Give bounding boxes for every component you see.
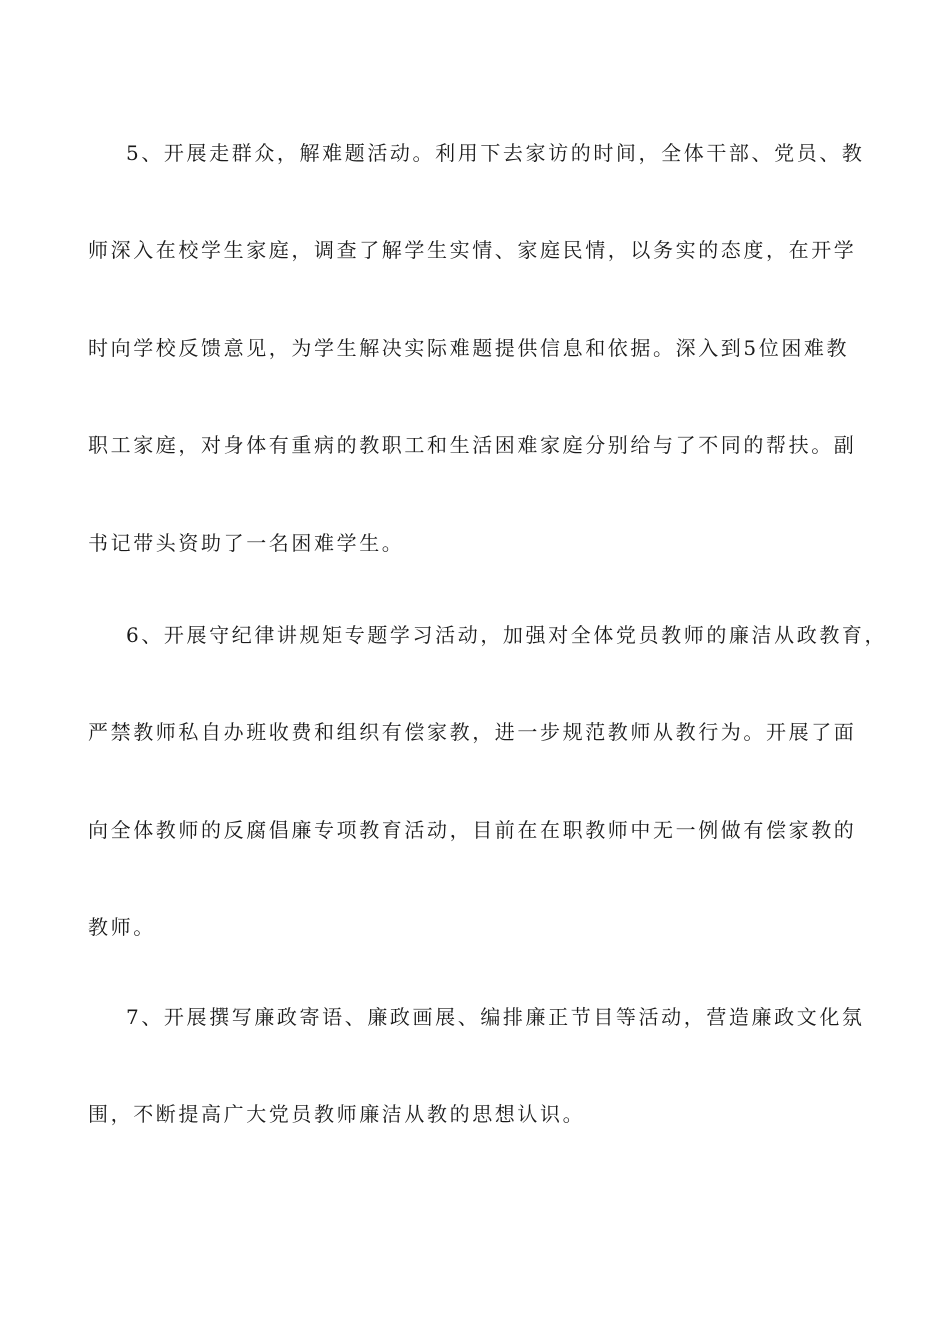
paragraph-5-line-3: 时向学校反馈意见，为学生解决实际难题提供信息和依据。深入到5位困难教 (88, 336, 850, 360)
paragraph-5-line-2: 师深入在校学生家庭，调查了解学生实情、家庭民情，以务实的态度，在开学 (88, 238, 857, 262)
paragraph-6-line-3: 向全体教师的反腐倡廉专项教育活动，目前在在职教师中无一例做有偿家教的 (88, 818, 857, 842)
paragraph-7-line-1: 7、开展撰写廉政寄语、廉政画展、编排廉正节目等活动，营造廉政文化氛 (126, 1005, 865, 1029)
paragraph-6-line-1: 6、开展守纪律讲规矩专题学习活动，加强对全体党员教师的廉洁从政教育， (126, 623, 888, 647)
paragraph-5-line-1: 5、开展走群众，解难题活动。利用下去家访的时间，全体干部、党员、教 (126, 141, 865, 165)
paragraph-6-line-2: 严禁教师私自办班收费和组织有偿家教，进一步规范教师从教行为。开展了面 (88, 720, 857, 744)
paragraph-6-line-4: 教师。 (88, 915, 156, 939)
paragraph-5-line-5: 书记带头资助了一名困难学生。 (88, 531, 405, 555)
paragraph-7-line-2: 围，不断提高广大党员教师廉洁从教的思想认识。 (88, 1102, 586, 1126)
paragraph-5-line-4: 职工家庭，对身体有重病的教职工和生活困难家庭分别给与了不同的帮扶。副 (88, 433, 857, 457)
